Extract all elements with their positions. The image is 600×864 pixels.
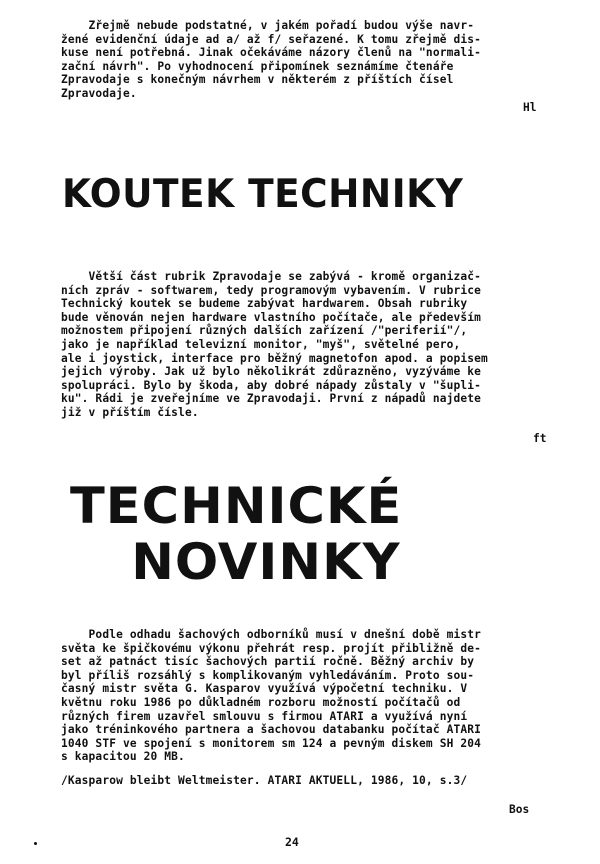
- section-heading-technicke-novinky: [70, 478, 402, 590]
- text-line: ku". Rádi je zveřejníme ve Zpravodaji. První z nápadů najdete: [61, 392, 482, 406]
- stray-dot: [34, 842, 37, 845]
- text-line: 1040 STF ve spojení s monitorem sm 124 a pevným diskem SH 204: [61, 736, 482, 750]
- text-line: jejich výroby. Jak už bylo několikrát zdůrazněno, vyzýváme ke: [61, 365, 482, 379]
- page-number: 24: [285, 835, 299, 849]
- section2-paragraph: [61, 628, 481, 764]
- text-line: jako tréninkového partnera a šachovou databanku počítač ATARI: [61, 723, 482, 737]
- heading-line: TECHNICKÉ: [70, 477, 403, 535]
- text-line: časný mistr světa G. Kasparov využívá výpočetní techniku. V: [61, 682, 468, 696]
- intro-signature: Hl: [523, 101, 537, 114]
- text-line: byl příliš rozsáhlý s komplikovaným vyhledáváním. Proto sou-: [61, 668, 475, 682]
- text-line: bude věnován nejen hardware vlastního počítače, ale především: [61, 310, 482, 324]
- section2-signature: Bos: [509, 803, 530, 816]
- text-line: ních zpráv - softwarem, tedy programovým vybavením. V rubrice: [61, 283, 482, 297]
- text-line: žené evidenční údaje ad a/ až f/ seřazené. K tomu zřejmě dis-: [61, 32, 482, 46]
- section1-paragraph: [61, 270, 488, 420]
- source-citation: [61, 774, 467, 788]
- intro-paragraph: [61, 19, 481, 101]
- text-line: Zřejmě nebude podstatné, v jakém pořadí budou výše navr-: [61, 19, 475, 32]
- text-line: Technický koutek se budeme zabývat hardwarem. Obsah rubriky: [61, 297, 468, 311]
- text-line: kuse není potřebná. Jinak očekáváme názory členů na "normali-: [61, 46, 482, 60]
- text-line: ale i joystick, interface pro běžný magnetofon apod. a popisem: [61, 351, 488, 365]
- text-line: světa ke špičkovému výkonu přehrát resp. projít přibližně de-: [61, 641, 482, 655]
- text-line: různých firem uzavřel smlouvu s firmou ATARI a využívá nyní: [61, 709, 468, 723]
- text-line: s kapacitou 20 MB.: [61, 750, 185, 764]
- section1-signature: ft: [533, 432, 547, 445]
- text-line: zační návrh". Po vyhodnocení připomínek seznámíme čtenáře: [61, 59, 454, 73]
- text-line: /Kasparow bleibt Weltmeister. ATARI AKTUELL, 1986, 10, s.3/: [61, 774, 468, 787]
- heading-line: NOVINKY: [131, 533, 401, 591]
- text-line: spolupráci. Bylo by škoda, aby dobré nápady zůstaly v "šupli-: [61, 378, 482, 392]
- text-line: květnu roku 1986 po důkladném rozboru možností počítačů od: [61, 695, 461, 709]
- text-line: již v příštím čísle.: [61, 405, 199, 419]
- text-line: Větší část rubrik Zpravodaje se zabývá - kromě organizač-: [61, 270, 482, 283]
- text-line: možnostem připojení různých dalších zařízení /"periferií"/,: [61, 324, 468, 338]
- text-line: Zpravodaje.: [61, 86, 137, 100]
- text-line: jako je například televizní monitor, "myš", světelné pero,: [61, 337, 461, 351]
- text-line: set až patnáct tisíc šachových partií ročně. Běžný archiv by: [61, 655, 475, 669]
- section-heading-koutek-techniky: KOUTEK TECHNIKY: [62, 172, 464, 217]
- text-line: Zpravodaje s konečným návrhem v některém z příštích čísel: [61, 73, 454, 87]
- text-line: Podle odhadu šachových odborníků musí v dnešní době mistr: [61, 628, 482, 641]
